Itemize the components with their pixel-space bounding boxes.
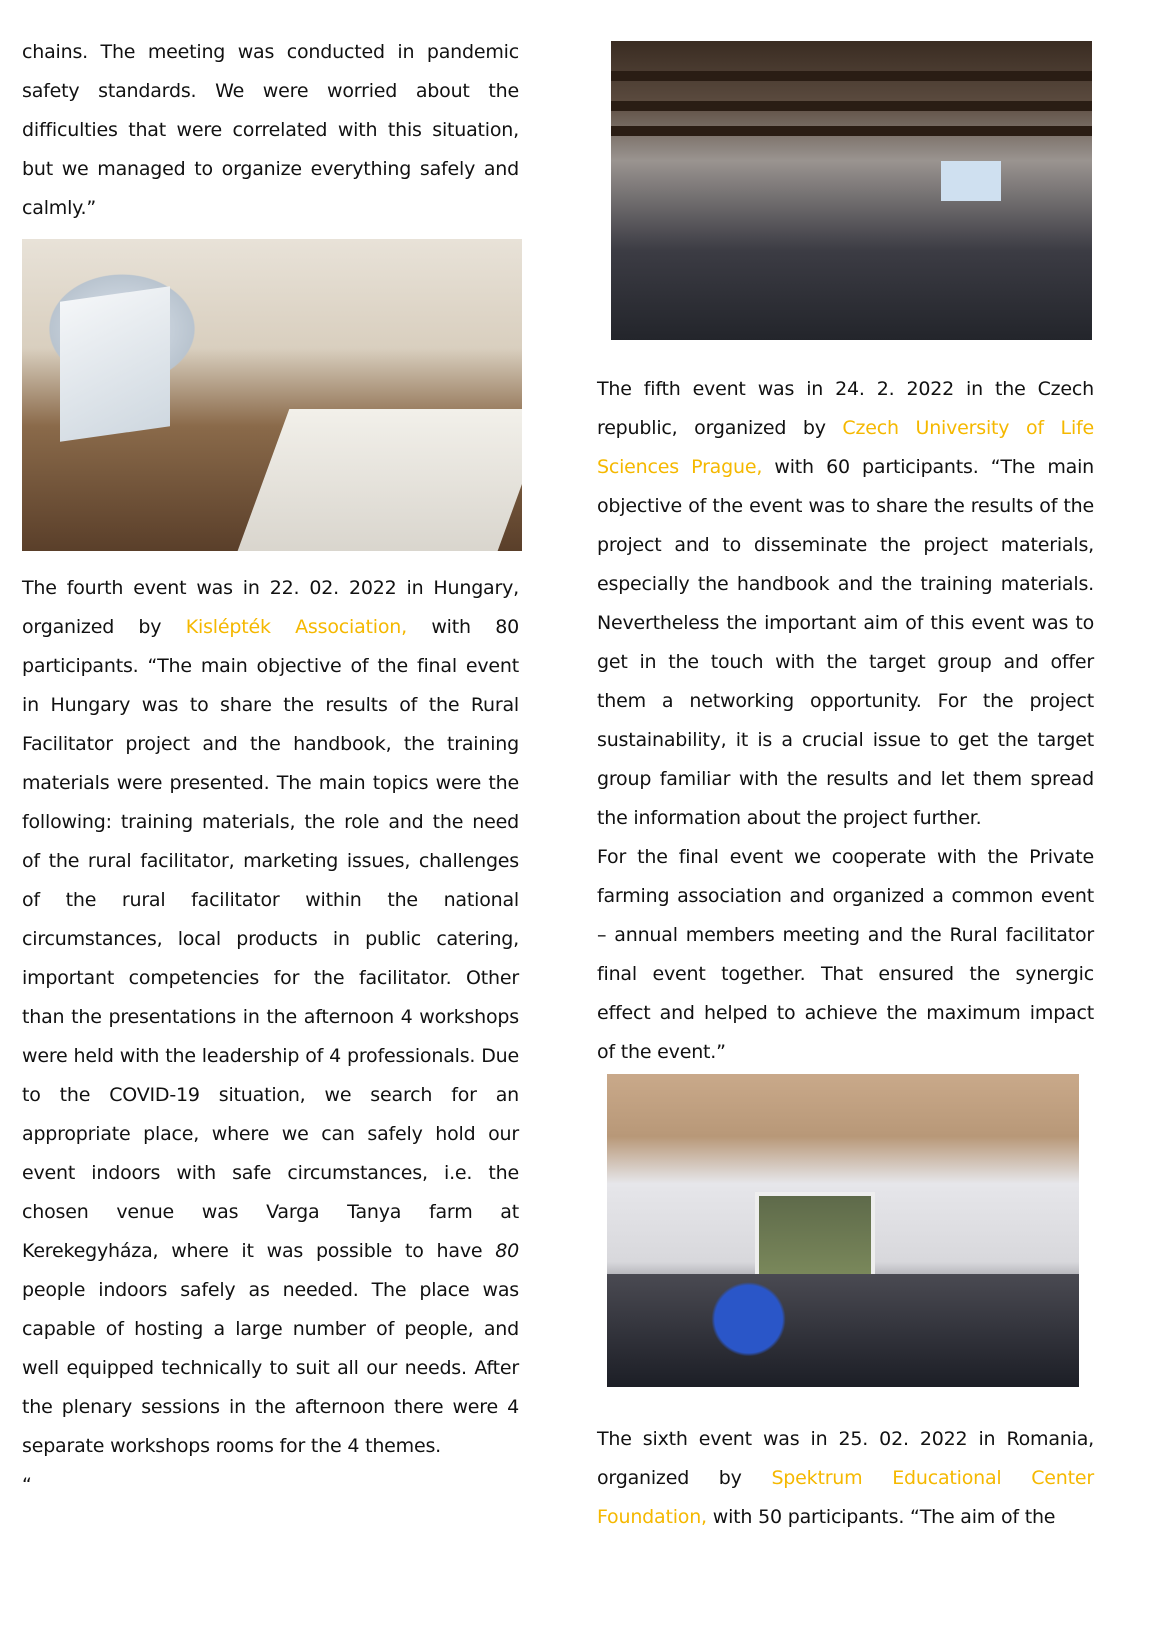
text: The fourth event was in 22. 02. 2022 in Hungary, organized by: [22, 577, 519, 638]
photo-czech-event: [611, 41, 1092, 340]
audience: [607, 1274, 1079, 1387]
paragraph-fifth-event: [597, 370, 1094, 838]
right-column-lower: [597, 1420, 1094, 1537]
link-spektrum-foundation[interactable]: Spektrum Educational Center Foundation,: [597, 1467, 1094, 1528]
ceiling-beam: [611, 101, 1092, 111]
link-czech-university[interactable]: Czech University of Life Sciences Prague,: [597, 417, 1095, 478]
projection-screen: [755, 1192, 875, 1284]
paragraph-final-event: For the final event we cooperate with the Private farming association and organized a common event – annual members meeting and the Rural facilitator final event together. That ensured the synergic effect and helped to achieve the maximum impact of the event.”: [597, 846, 1094, 1063]
text: The fifth event was in 24. 2. 2022 in the Czech republic, organized by: [597, 378, 1094, 439]
right-column: [597, 370, 1094, 1072]
text: people indoors safely as needed. The place was capable of hosting a large number of people, and well equipped technically to suit all our needs. After the plenary sessions in the afternoon there were 4 separate workshops rooms for the 4 themes.: [22, 1279, 519, 1457]
text: with 80 participants. “The main objective of the final event in Hungary was to share the results of the Rural Facilitator project and the handbook, the training materials were presented. The main topics were the following: training materials, the role and the need of the rural facilitator, marketing issues, challenges of the rural facilitator within the national circumstances, local products in public catering, important competencies for the facilitator. Other than the presentations in the afternoon 4 workshops were held with the leadership of 4 professionals. Due to the COVID-19 situation, we search for an appropriate place, where we can safely hold our event indoors with safe circumstances, i.e. the chosen venue was Varga Tanya farm at Kerekegyháza, where it was possible to have: [22, 616, 520, 1262]
text: with 50 participants. “The aim of the: [706, 1506, 1056, 1528]
photo-romania-event: [607, 1074, 1079, 1387]
left-column: [22, 33, 519, 228]
ceiling-beam: [611, 71, 1092, 81]
photo-hungary-event: [22, 239, 522, 551]
dining-table: [235, 409, 522, 551]
ceiling-beam: [611, 126, 1092, 136]
projection-screen: [60, 286, 170, 441]
text: with 60 participants. “The main objective of the event was to share the results of the project and to disseminate the project materials, especially the handbook and the training materials. Nevertheless the important aim of this event was to get in the touch with the target group and offer them a networking opportunity. For the project sustainability, it is a crucial issue to get the target group familiar with the results and let them spread the information about the project further.: [597, 456, 1094, 829]
projection-screen: [941, 161, 1001, 201]
closing-quote: “: [22, 1474, 32, 1496]
left-column-lower: [22, 569, 519, 1505]
paragraph-sixth-event: [597, 1420, 1094, 1537]
paragraph-fourth-event: [22, 569, 519, 1466]
paragraph-intro-end: chains. The meeting was conducted in pandemic safety standards. We were worried about the difficulties that were correlated with this situation, but we managed to organize everything safely and calmly.”: [22, 41, 519, 219]
text: The sixth event was in 25. 02. 2022 in Romania, organized by: [597, 1428, 1094, 1489]
link-kislepтek-association[interactable]: Kislépték Association,: [185, 616, 407, 638]
italic-number: 80: [495, 1240, 519, 1262]
